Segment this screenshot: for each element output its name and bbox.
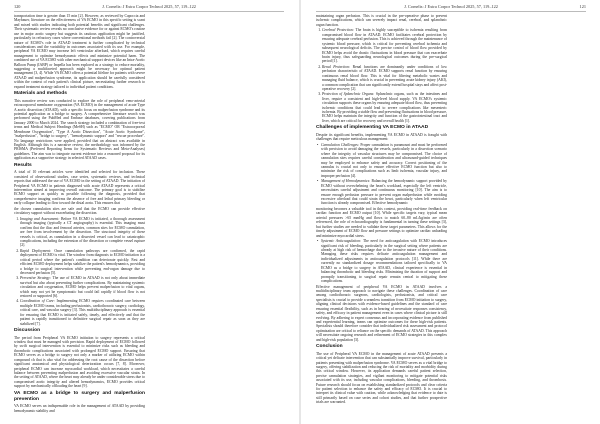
paragraph: This narrative review was conducted to explore the role of peripheral veno-arterial extracorporeal membrane oxygenation (VA ECMO) in the management of acute Type A aortic dissection (ATAAD), with a specific focus on malperfusion syndrome and its potential application as a bridge to surgery. A comprehensive literature search was performed using the PubMed and Embase databases, covering publications from January 2000 to March 2024. The search strategy included a combination of free-text terms and Medical Subject Headings (MeSH) such as "ECMO" OR "Extracorporeal Membrane Oxygenation", "Type A Aortic Dissection", "Acute Aortic Syndrome", "malperfusion", "bridge to surgery", "hemodynamic support" and "rescue procedure". No language restrictions were applied, provided that an abstract was available in English. Although this is a narrative review, the methodology was informed by the PRISMA (Preferred Reporting Items for Systematic Reviews and Meta-Analyses) guidelines. The aim was to integrate current evidence into a reasoned proposal for its application as a supportive strategy in selected ATAAD cases. xyxy=(14,98,145,161)
list-item-lead: Management of Hemodynamics: xyxy=(321,179,371,184)
page-gutter xyxy=(299,0,301,424)
list-item-lead: Protection of Splanchnic Organs: xyxy=(322,92,375,97)
header-rule xyxy=(14,11,284,12)
header-rule xyxy=(316,11,586,12)
right-page xyxy=(302,0,600,424)
page-header xyxy=(316,3,586,10)
article-body xyxy=(14,14,284,420)
list-item-text: The need for anticoagulation with ECMO introduces significant risk of bleeding, particularly in the surgical setting where patients are already at high risk of hemorrhage due to the invasive nature of their conditions. Managing these risks requires delicate anticoagulation management and individualized adjustments in anticoagulation protocols [11]. While there are currently no standardized dosage recommendations tailored specifically to VA ECMO as a bridge to surgery in ATAAD, clinical experience is essential in balancing thrombotic and bleeding risks. Minimizing the duration of support and promptly transitioning to surgical repair remain central to mitigating these complications. xyxy=(321,239,448,283)
list-item-text: Implementing ECMO requires coordinated care between multiple ECMO teams, including perfusionists, cardiothoracic surgery, cardiology, critical care, and vascular surgery [3]. This multidisciplinary approach is essential for ensuring that ECMO is initiated safely, timely, and effectively and that the patient is rapidly transitioned to definitive surgical repair as soon as they are stabilized [7]. xyxy=(20,299,145,326)
section-heading: Conclusion xyxy=(316,344,343,350)
section-heading: Discussion xyxy=(14,327,41,333)
list-item xyxy=(322,65,447,92)
left-page xyxy=(0,0,298,424)
list-item-lead: Imaging and Assessment: xyxy=(20,216,60,221)
list-item-text: Proper cannulation is paramount and must be performed with precision to avoid damaging the vessels, particularly in a dissection scenario where the integrity of vascular structures may be compromised. The choice of cannulation sites requires careful consideration and ultrasound-guided techniques may be employed to enhance safety and accuracy. Correct positioning of the cannulas is crucial not only to ensure effective ECMO function but also to minimize the risk of complications such as limb ischemia, vascular injury, and improper perfusion [4]. xyxy=(321,142,447,178)
list-item xyxy=(20,249,145,276)
list-item-lead: Cannulation Challenges: xyxy=(321,142,360,147)
numbered-list xyxy=(14,217,145,326)
list-item xyxy=(321,179,447,206)
section-heading: Materials and methods xyxy=(14,91,67,97)
list-item-text: Balancing the hemodynamic support provided by ECMO without overwhelming the heart's workload, especially the left ventricle, necessitates careful adjustment and continuous monitoring [10]. The aim is to ensure enough perfusion pressure to prevent organ malperfusion while avoiding excessive afterload that could strain the heart, particularly when left ventricular function is already compromised. Effective hemodynamic xyxy=(321,179,448,206)
list-item-lead: Coordination of Care: xyxy=(20,299,55,304)
list-item-lead: Renal Protection: xyxy=(322,64,351,69)
paragraph: Despite its significant benefits, implementing VA ECMO in ATAAD is fraught with challenges that require meticulous management: xyxy=(316,132,447,142)
list-item-text: Splanchnic organs, such as the intestines and liver, require a consistent and high-level blood supply. VA ECMO's systemic circulation supports these organs by ensuring adequate blood flow, thus preventing ischemic conditions that could lead to severe complications like mesenteric ischemia. By providing a stable flow and preventing fluctuations in blood pressure, ECMO helps maintain the integrity and function of the gastrointestinal tract and liver, which are critical for recovery and overall health [1]. xyxy=(322,92,447,123)
paragraph: A total of 10 relevant articles were identified and selected for inclusion. These consisted of observational studies, case series, systematic reviews, and technical reports that addressed the use of VA ECMO in the setting of ATAAD. The initiation of Peripheral VA ECMO in patients diagnosed with acute ATAAD represents a critical intervention aimed at improving overall outcome. The primary goal is to stabilize ECMO support as quickly as possible following the diagnosis, provided that comprehensive imaging confirms the absence of free and lethal primary bleeding or early collapse leading to flow toward the distal aorta. This ensures that xyxy=(14,170,145,206)
list-item-text: Renal functions are dominantly under conditions of low perfusion characteristic of ATAAD. ECMO supports renal function by ensuring continuous renal blood flow. This is vital for filtering metabolic wastes and managing fluid balance, which is crucial in preventing acute kidney injury (AKI), a common complication that can significantly extend hospital stays and affect post-operative recovery [2]. xyxy=(322,64,448,91)
section-heading: Results xyxy=(14,162,32,168)
column-2 xyxy=(316,207,447,405)
list-item xyxy=(20,217,145,248)
page-number: 120 xyxy=(14,4,21,9)
list-item xyxy=(322,28,447,63)
list-item-text: The brain is highly susceptible to ischemia resulting from compromised blood flow in ATAAD. ECMO facilitates cerebral protection by ensuring adequate cerebral perfusion. This is achieved through the maintenance of systemic blood pressure, which is critical for preventing cerebral ischemia and subsequent neurological deficits. The precise control of blood flow provided by ECMO helps avoid the drastic fluctuations in blood pressure that can exacerbate brain injury, thus safeguarding neurological outcomes during the pre-surgical period [1]. xyxy=(322,28,447,64)
list-item xyxy=(321,143,447,178)
list-item xyxy=(322,92,447,123)
paragraph: the chosen cannulation sites are safe and that the ECMO can provide effective circulatory support without exacerbating the dissection. xyxy=(14,206,145,216)
column-2 xyxy=(14,207,145,413)
list-item-text: The use of ECMO in ATAAD is not only about immediate survival but also about preventing further complications. By maintaining systemic circulation and oxygenation, ECMO helps prevent malperfusion to vital organs, which may not yet be symptomatic but could fail rapidly if blood flow is not restored or supported [6]. xyxy=(20,276,145,299)
running-title: J. Cornelis: J Extra Corpor Technol 2025, 57, 119–122 xyxy=(404,4,498,9)
paragraph: The use of Peripheral VA ECMO in the management of acute ATAAD presents a critical yet delicate intervention that can substantially improve survival, particularly in patients presenting with malperfusion syndrome. VA ECMO serves as a vital bridge to surgery, offering stabilization and reducing the risk of mortality and morbidity during this critical window. However, its application demands careful patient selection, precise cannulation strategies, and vigilant monitoring to mitigate potential risks associated with its use, including vascular complications, bleeding, and thrombosis. Future research should focus on establishing standardized protocols and clear criteria for patient selection to enhance the safety and efficacy of ECMO. It is crucial to interpret its clinical value with caution, while acknowledging that evidence to date is still primarily based on case series and cohort studies, and that further prospective trials are warranted. xyxy=(316,351,447,405)
page-number: 121 xyxy=(579,4,586,9)
list-item-lead: Systemic Anticoagulation: xyxy=(321,239,362,244)
paragraph: monitoring becomes a valuable tool in this context, providing real-time feedback on cardiac function and ECMO output [10]. While specific targets vary, typical mean arterial pressures >65 mmHg and flows to match 60–80 mL/kg/min are often referenced, the role of echocardiography is fundamental in turning these settings [3], but further studies are needed to validate these target parameters. This allows for the timely adjustment of ECMO flow and pressure settings to optimize cardiac unloading and minimize myocardial stress. xyxy=(316,207,447,238)
paragraph: VA ECMO serves an indispensable role in the management of ATAAD by providing hemodynamic stability and xyxy=(14,404,145,413)
list-item-lead: Preventive Strategy: xyxy=(20,276,52,281)
list-item-lead: Rapid Deployment: xyxy=(20,248,52,253)
list-item-text: Once cannulation pathways are confirmed, the rapid deployment of ECMO is vital. The window from diagnosis to ECMO initiation is a critical period where the patient's condition can deteriorate quickly. Fast and efficient ECMO deployment helps stabilize the patient's hemodynamics, providing a bridge to surgical intervention while preventing end-organ damage due to decreased perfusion [5]. xyxy=(20,248,146,275)
paragraph: transportation time is greater than 15 min [2]. However, as reviewed by Capoccia and Maybauer, literature on the effectiveness of VA ECMO in this specific setting is scant and mixed with studies indicating both potential benefits and significant challenges. Their systematic review reveals no conclusive evidence for or against ECMO's routine use in major aortic surgery but suggests its cautious application might be justified, particularly in refractory cases where conventional methods fail [2]. The controversial nature of ECMO's role in ATAAD treatment is further complicated by technical considerations and the variability in outcomes associated with its use. For example, peripheral VA ECMO may increase left ventricular afterload, which requires careful management to optimize hemodynamic effects and minimize potential harm. The combined use of VA ECMO with other mechanical support devices like an Intra-Aortic Balloon Pump (IABP) or Impella has been explored as a strategy to reduce mortality, suggesting a multifaceted approach might be necessary for optimal patient management [3, 4]. While VA ECMO offers a potential lifeline for patients with severe ATAAD and malperfusion syndrome, its application should be carefully considered within the context of each patient's clinical picture, necessitating further research to expand treatment strategy tailored to individual patient conditions. xyxy=(14,14,145,89)
list-item xyxy=(20,276,145,298)
bullet-list xyxy=(316,143,447,206)
paragraph: The period from Peripheral VA ECMO initiation to surgery represents a critical window that must be managed with precision. Rapid deployment of ECMO followed by swift surgical intervention is essential to minimize risks such as bleeding and thrombotic complications associated with prolonged ECMO support. Ensuring that ECMO serves as a bridge to surgery not only a marker of utilizing ECMO within compound ch that is also vital for addressing the root cause of the dissection before significant anatomical and physiological deterioration occurs [7, 8]. Moreover, peripheral ECMO can increase myocardial workload, which necessitates a careful balance between preventing malperfusion and avoiding excessive vascular strain. In the setting of ATAAD, where the heart may already be under considerable stress due to compromised aortic integrity and altered hemodynamics, ECMO provides critical support by mechanically offloading the heart [9]. xyxy=(14,335,145,389)
column-1 xyxy=(316,14,447,206)
list-item-lead: Cerebral Protection: xyxy=(322,28,354,33)
numbered-list xyxy=(316,28,447,123)
column-1 xyxy=(14,14,145,206)
list-item xyxy=(20,299,145,326)
section-heading: Challenges of implementing VA ECMO in ATAAD xyxy=(316,125,429,131)
bullet-list xyxy=(316,239,447,283)
section-heading: VA ECMO as a bridge to surgery and malperfusion prevention xyxy=(14,390,145,402)
paragraph: Effective management of peripheral VA ECMO in ATAAD involves a multidisciplinary team approach to navigate these challenges. Coordination of care among cardiothoracic surgeons, cardiologists, perfusionists, and critical care specialists is crucial to provide a seamless transition from ECMO initiation to surgery, aligning clinical decisions with evidence-based guidelines and the standard of care ensuring essential flexibility, such as in bearing of necessitate responses consistency, safety, and efficacy in patient management even in cases where clinical picture is still evolving. By adhering to expert consensus and incorporating evidence from published and experiential learning, teams can optimize outcomes for these high-risk patients. Specialists should therefore consider that individualized risk assessment and protocol optimization are critical to reliance on the specific demands of ATAAD. This approach will necessitate ongoing research and refinement of ECMO strategies in this complex and high-risk population [3]. xyxy=(316,284,447,342)
list-item xyxy=(321,239,447,283)
page-header xyxy=(14,3,284,10)
paragraph: maintaining organ perfusion. This is crucial in the pre-operative phase to prevent ischemic complications, which can severely impact renal, cerebral, and splanchnic organ function. xyxy=(316,14,447,27)
list-item-text: Before VA ECMO is initiated, a thorough assessment through imaging (typically a CT angiography) is essential. This imaging must confirm that the iliac and femoral arteries, common sites for ECMO cannulation, are free from involvement by the dissection. The structural integrity of these vessels is critical, as cannulation in a dissected vessel can lead to catastrophic complications, including the extension of the dissection or complete vessel rupture [2]. xyxy=(20,216,145,248)
running-title: J. Cornelis: J Extra Corpor Technol 2025, 57, 119–122 xyxy=(102,4,196,9)
article-body xyxy=(316,14,586,420)
